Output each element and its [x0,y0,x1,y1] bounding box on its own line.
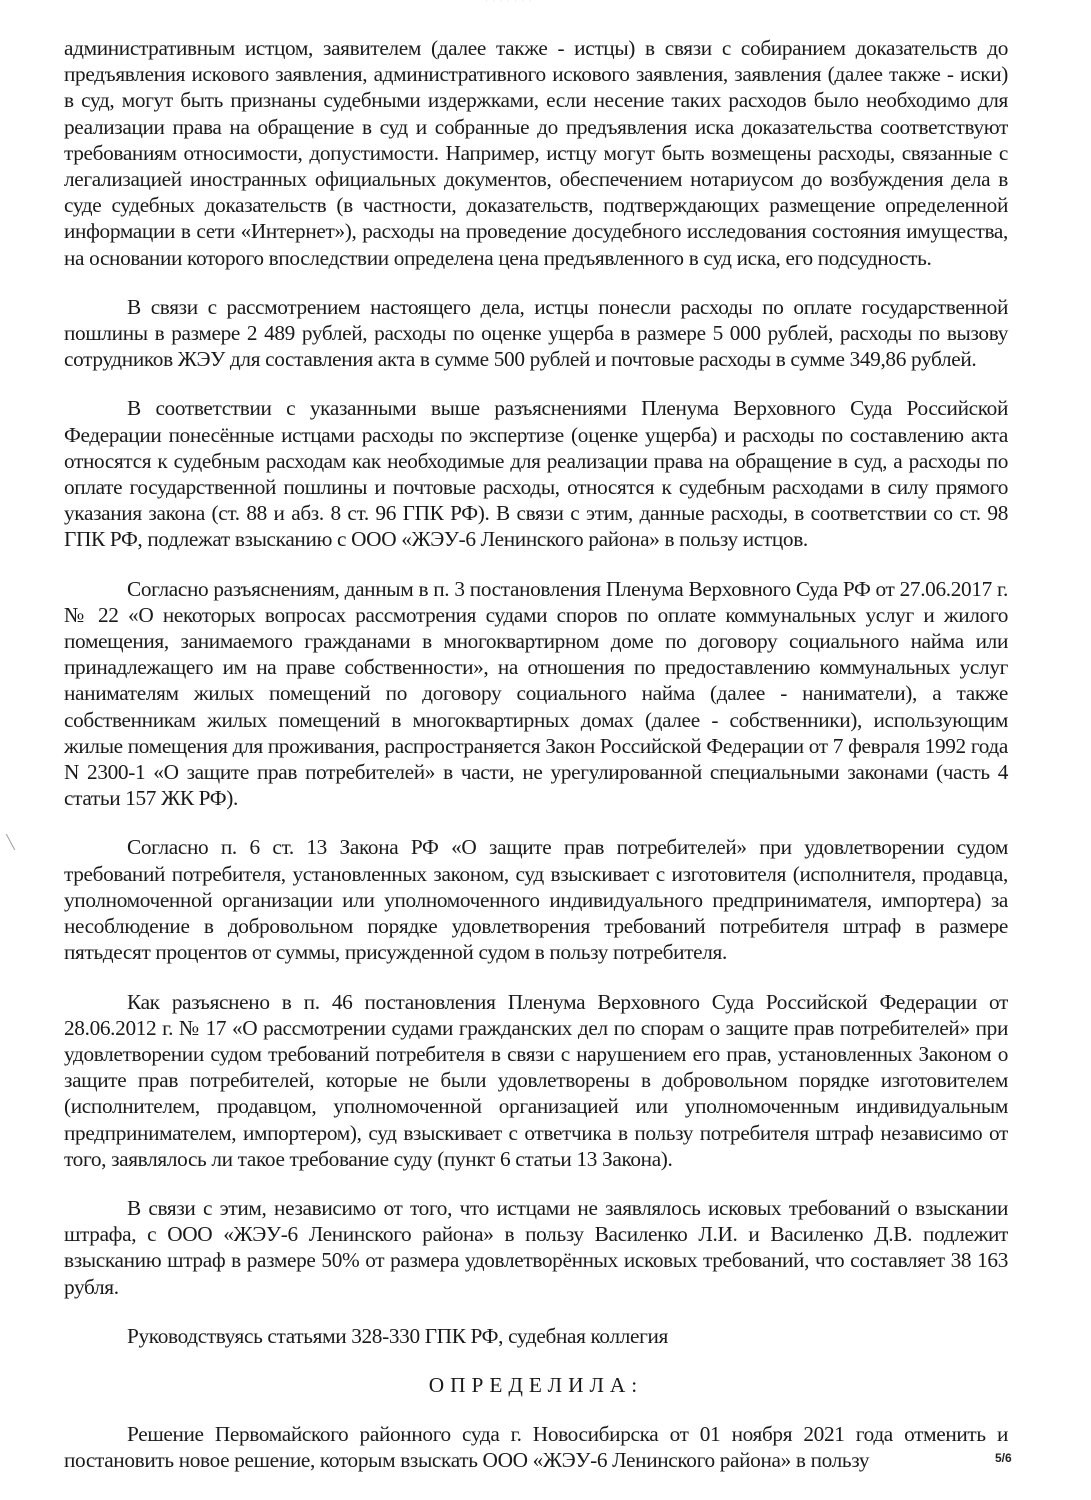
paragraph-guided-by-articles: Руководствуясь статьями 328-330 ГПК РФ, судебная коллегия [127,1323,668,1348]
document-body [64,35,1008,1474]
paragraph-resolution-22: Согласно разъяснениям, данным в п. 3 постановления Пленума Верховного Суда РФ от 27.06.2017 г. № 22 «О некоторых вопросах рассмотрения судами споров по оплате коммунальных услуг и жилого помещения, занимаемого гражданами в многоквартирном доме по договору социального найма или принадлежащего им на праве собственности», на отношения по предоставлению коммунальных услуг нанимателям жилых помещений по договору социального найма (далее - наниматели), а также собственникам жилых помещений в многоквартирных домах (далее - собственники), использующим жилые помещения для проживания, распространяется Закон Российской Федерации от 7 февраля 1992 года N 2300-1 «О защите прав потребителей» в части, не урегулированной специальными законами (часть 4 статьи 157 ЖК РФ). [64,576,1008,811]
paragraph-resolution-17: Как разъяснено в п. 46 постановления Пленума Верховного Суда Российской Федерации от 28.06.2012 г. № 17 «О рассмотрении судами гражданских дел по спорам о защите прав потребителей» при удовлетворении судом требований потребителя в связи с нарушением его прав, установленных Законом о защите прав потребителей, которые не были удовлетворены в добровольном порядке изготовителем (исполнителем, продавцом, уполномоченной организацией или уполномоченным индивидуальным предпринимателем, импортером), суд взыскивает с ответчика в пользу потребителя штраф независимо от того, заявлялось ли такое требование суду (пункт 6 статьи 13 Закона). [64,989,1008,1171]
paragraph-fine-amount: В связи с этим, независимо от того, что истцами не заявлялось исковых требований о взыскании штрафа, с ООО «ЖЭУ-6 Ленинского района» в пользу Василенко Л.И. и Василенко Д.В. подлежит взысканию штраф в размере 50% от размера удовлетворённых исковых требований, что составляет 38 163 рубля. [64,1195,1008,1299]
paragraph-ruling-decision: Решение Первомайского районного суда г. Новосибирска от 01 ноября 2021 года отменить и постановить новое решение, которым взыскать ООО «ЖЭУ-6 Ленинского района» в пользу [64,1422,1008,1473]
faint-header-mark: · · · · · · · [485,0,533,6]
paragraph-plenum-clarifications: В соответствии с указанными выше разъяснениями Пленума Верховного Суда Российской Федерации понесённые истцами расходы по экспертизе (оценке ущерба) и расходы по составлению акта относятся к судебным расходам как необходимые для реализации права на обращение в суд, а расходы по оплате государственной пошлины и почтовые расходы, относятся к судебным расходами в силу прямого указания закона (ст. 88 и абз. 8 ст. 96 ГПК РФ). В связи с этим, данные расходы, в соответствии со ст. 98 ГПК РФ, подлежат взысканию с ООО «ЖЭУ-6 Ленинского района» в пользу истцов. [64,396,1008,552]
page-number: 5/6 [995,1451,1012,1465]
paragraph-continuation-court-costs: административным истцом, заявителем (далее также - истцы) в связи с собиранием доказательств до предъявления искового заявления, административного искового заявления, заявления (далее также - иски) в суд, могут быть признаны судебными издержками, если несение таких расходов было необходимо для реализации права на обращение в суд и собранные до предъявления иска доказательства соответствуют требованиям относимости, допустимости. Например, истцу могут быть возмещены расходы, связанные с легализацией иностранных официальных документов, обеспечением нотариусом до возбуждения дела в суде судебных доказательств (в частности, доказательств, подтверждающих размещение определенной информации в сети «Интернет»), расходы на проведение досудебного исследования состояния имущества, на основании которого впоследствии определена цена предъявленного в суд иска, его подсудность. [64,36,1008,270]
paragraph-consumer-law-fine: Согласно п. 6 ст. 13 Закона РФ «О защите прав потребителей» при удовлетворении судом требований потребителя, установленных законом, суд взыскивает с изготовителя (исполнителя, продавца, уполномоченной организации или уполномоченного индивидуального предпринимателя, импортера) за несоблюдение в добровольном порядке удовлетворения требований потребителя штраф в размере пятьдесят процентов от суммы, присужденной судом в пользу потребителя. [64,835,1008,965]
paragraph-expenses-incurred: В связи с рассмотрением настоящего дела, истцы понесли расходы по оплате государственной пошлины в размере 2 489 рублей, расходы по оценке ущерба в размере 5 000 рублей, расходы по вызову сотрудников ЖЭУ для составления акта в сумме 500 рублей и почтовые расходы в сумме 349,86 рублей. [64,294,1008,372]
ruling-heading: ОПРЕДЕЛИЛА: [428,1372,644,1397]
scan-artifact-mark [6,834,15,850]
